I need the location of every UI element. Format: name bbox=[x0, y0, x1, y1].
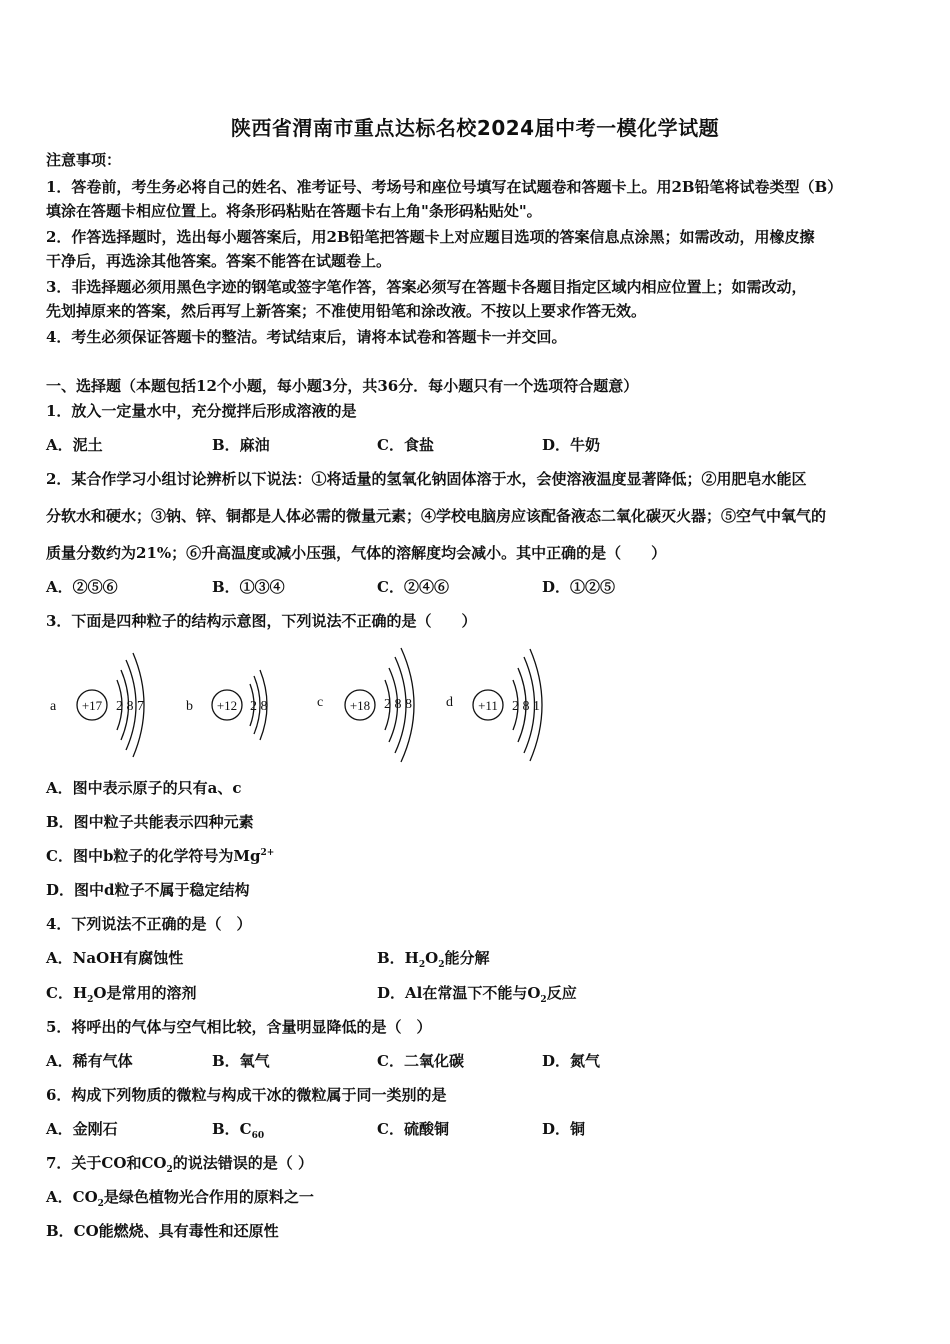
atomic-structure-diagram bbox=[40, 640, 580, 765]
q7-option-a: A．$CO_2$是绿色植物光合作用的原料之一 bbox=[46, 1188, 314, 1209]
q5-option-c: C．二氧化碳 bbox=[377, 1052, 464, 1070]
q6-option-c: C．硫酸铜 bbox=[377, 1120, 449, 1138]
question-5-stem: 5．将呼出的气体与空气相比较，含量明显降低的是（ ） bbox=[46, 1018, 432, 1036]
q5-option-d: D．氮气 bbox=[542, 1052, 601, 1070]
notice-line: 4．考生必须保证答题卡的整洁。考试结束后，请将本试卷和答题卡一并交回。 bbox=[46, 328, 567, 346]
particle-a-shells: 2 8 7 bbox=[116, 699, 144, 714]
q3-option-d: D．图中d粒子不属于稳定结构 bbox=[46, 881, 250, 899]
notice-line: 先划掉原来的答案，然后再写上新答案；不准使用铅笔和涂改液。不按以上要求作答无效。 bbox=[46, 302, 647, 320]
particle-c-label: c bbox=[317, 695, 324, 710]
particle-b-shells: 2 8 bbox=[250, 699, 268, 714]
particle-c-nucleus: +18 bbox=[349, 698, 371, 713]
notice-line: 干净后，再选涂其他答案。答案不能答在试题卷上。 bbox=[46, 252, 392, 270]
q2-option-b: B．①③④ bbox=[212, 578, 285, 596]
q6-option-d: D．铜 bbox=[542, 1120, 586, 1138]
particle-d-label: d bbox=[446, 695, 453, 710]
particle-b-nucleus: +12 bbox=[216, 698, 238, 713]
q3-option-b: B．图中粒子共能表示四种元素 bbox=[46, 813, 254, 831]
notice-line: 2．作答选择题时，选出每小题答案后，用2B铅笔把答题卡上对应题目选项的答案信息点涂黑；如需改动，用橡皮擦 bbox=[46, 228, 815, 246]
q6-option-b: B．$C_{60}$ bbox=[212, 1120, 265, 1141]
question-6-stem: 6．构成下列物质的微粒与构成干冰的微粒属于同一类别的是 bbox=[46, 1086, 447, 1104]
notice-heading: 注意事项： bbox=[46, 151, 122, 169]
q2-option-c: C．②④⑥ bbox=[377, 578, 449, 596]
notice-line: 填涂在答题卡相应位置上。将条形码粘贴在答题卡右上角"条形码粘贴处"。 bbox=[46, 202, 542, 220]
particle-a-label: a bbox=[50, 699, 57, 714]
particle-c-shells: 2 8 8 bbox=[384, 697, 412, 712]
notice-line: 1．答卷前，考生务必将自己的姓名、准考证号、考场号和座位号填写在试题卷和答题卡上。用2B铅笔将试卷类型（B） bbox=[46, 178, 843, 196]
q4-option-d: D．Al在常温下不能与$O_2$反应 bbox=[377, 984, 577, 1005]
q4-option-c: C．$H_2O$是常用的溶剂 bbox=[46, 984, 197, 1005]
question-2-stem: 质量分数约为21%；⑥升高温度或减小压强，气体的溶解度均会减小。其中正确的是（ ） bbox=[46, 544, 667, 562]
q3-option-a: A．图中表示原子的只有a、c bbox=[46, 779, 242, 797]
particle-a-nucleus: +17 bbox=[81, 698, 103, 713]
section-heading: 一、选择题（本题包括12个小题，每小题3分，共36分．每小题只有一个选项符合题意） bbox=[46, 377, 639, 395]
q2-option-d: D．①②⑤ bbox=[542, 578, 616, 596]
question-1-stem: 1．放入一定量水中，充分搅拌后形成溶液的是 bbox=[46, 402, 357, 420]
notice-line: 3．非选择题必须用黑色字迹的钢笔或签字笔作答，答案必须写在答题卡各题目指定区域内相应位置上；如需改动， bbox=[46, 278, 807, 296]
question-3-stem: 3．下面是四种粒子的结构示意图，下列说法不正确的是（ ） bbox=[46, 612, 477, 630]
question-2-stem: 分软水和硬水；③钠、锌、铜都是人体必需的微量元素；④学校电脑房应该配备液态二氧化碳灭火器；⑤空气中氧气的 bbox=[46, 507, 827, 525]
q1-option-b: B．麻油 bbox=[212, 436, 270, 454]
question-2-stem: 2．某合作学习小组讨论辨析以下说法：①将适量的氢氧化钠固体溶于水，会使溶液温度显著降低；②用肥皂水能区 bbox=[46, 470, 807, 488]
particle-b-label: b bbox=[186, 699, 193, 714]
q1-option-c: C．食盐 bbox=[377, 436, 434, 454]
q6-option-a: A．金刚石 bbox=[46, 1120, 118, 1138]
question-7-stem: 7．关于CO和$CO_2$的说法错误的是（ ） bbox=[46, 1154, 313, 1175]
q3-option-c: C．图中b粒子的化学符号为$Mg^{2+}$ bbox=[46, 847, 275, 865]
particle-d-shells: 2 8 1 bbox=[512, 699, 540, 714]
q2-option-a: A．②⑤⑥ bbox=[46, 578, 118, 596]
particle-d-nucleus: +11 bbox=[478, 698, 498, 713]
q1-option-a: A．泥土 bbox=[46, 436, 103, 454]
q1-option-d: D．牛奶 bbox=[542, 436, 601, 454]
q4-option-a: A．NaOH有腐蚀性 bbox=[46, 949, 184, 967]
q5-option-b: B．氧气 bbox=[212, 1052, 270, 1070]
q4-option-b: B．$H_2O_2$能分解 bbox=[377, 949, 490, 970]
question-4-stem: 4．下列说法不正确的是（ ） bbox=[46, 915, 252, 933]
q7-option-b: B．CO能燃烧、具有毒性和还原性 bbox=[46, 1222, 279, 1240]
q5-option-a: A．稀有气体 bbox=[46, 1052, 133, 1070]
page-title: 陕西省渭南市重点达标名校2024届中考一模化学试题 bbox=[230, 116, 720, 140]
